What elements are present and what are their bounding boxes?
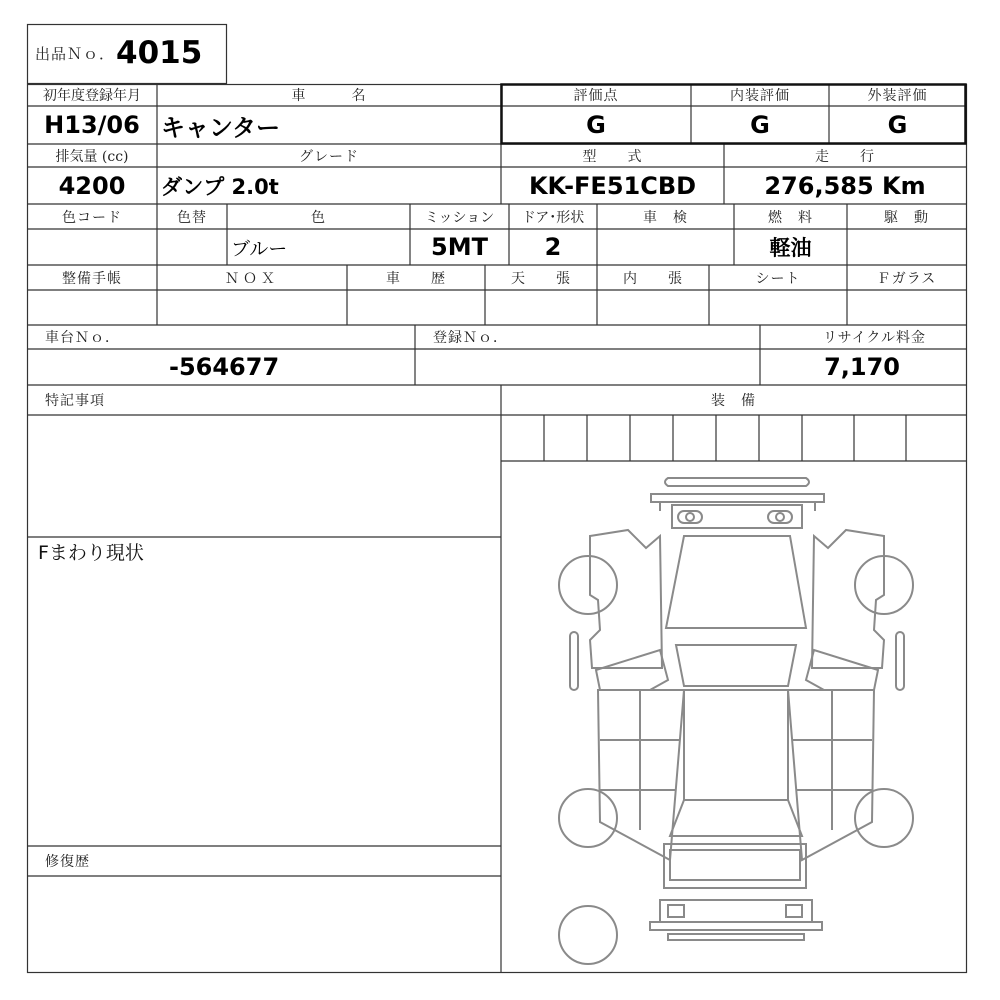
interior-score-value: G [750,111,770,139]
recycle-fee-label: リサイクル料金 [822,330,926,346]
displacement-label: 排気量 (cc) [55,148,129,165]
interior-score-label: 内装評価 [730,88,790,104]
color-code-label: 色コード [62,209,122,226]
grade-label: グレード [299,148,359,165]
color-value: ブルー [231,237,288,260]
score-label: 評価点 [573,88,619,104]
maintenance-record-label: 整備手帳 [62,270,122,287]
door-shape-label: ドア･形状 [521,209,585,226]
equipment-label: 装 備 [711,393,756,409]
grade-value: ダンプ 2.0t [161,174,279,199]
chassis-number-label: 車台Ｎｏ． [45,330,120,346]
car-name-label: 車 名 [291,88,367,104]
headliner-label: 天 張 [511,270,571,287]
lot-number-value: 4015 [116,34,203,71]
truck-damage-diagram [501,461,966,972]
color-label: 色 [311,209,326,226]
color-change-label: 色替 [177,209,207,226]
door-shape-value: 2 [544,233,562,261]
first-registration-label: 初年度登録年月 [43,88,141,104]
lot-number-label: 出品Ｎｏ． [34,45,115,63]
score-value: G [586,111,606,139]
inspection-label: 車 検 [643,209,688,226]
nox-label: ＮＯＸ [225,270,279,287]
chassis-number-value: -564677 [169,353,280,381]
model-code-value: KK-FE51CBD [528,171,697,200]
displacement-value: 4200 [58,171,126,200]
front-condition-label: Fまわり現状 [38,542,144,564]
fuel-label: 燃 料 [768,209,813,226]
exterior-score-label: 外装評価 [867,88,928,104]
model-code-label: 型 式 [582,148,643,165]
special-notes-label: 特記事項 [45,393,105,409]
registration-number-label: 登録Ｎｏ． [433,330,508,346]
drive-label: 駆 動 [884,209,929,226]
car-name-value: キャンター [161,113,281,142]
vehicle-history-label: 車 歴 [386,270,446,287]
mileage-value: 276,585 Km [764,171,926,200]
repair-history-label: 修復歴 [45,854,90,870]
seat-label: シート [755,270,801,287]
recycle-fee-value: 7,170 [824,353,900,381]
transmission-label: ミッション [424,209,495,226]
mileage-label: 走 行 [815,148,875,165]
front-glass-label: Ｆガラス [876,270,937,287]
first-registration-value: H13/06 [44,111,140,139]
exterior-score-value: G [887,111,908,139]
interior-trim-label: 内 張 [623,270,683,287]
fuel-value: 軽油 [769,236,812,260]
transmission-value: 5MT [431,233,488,261]
